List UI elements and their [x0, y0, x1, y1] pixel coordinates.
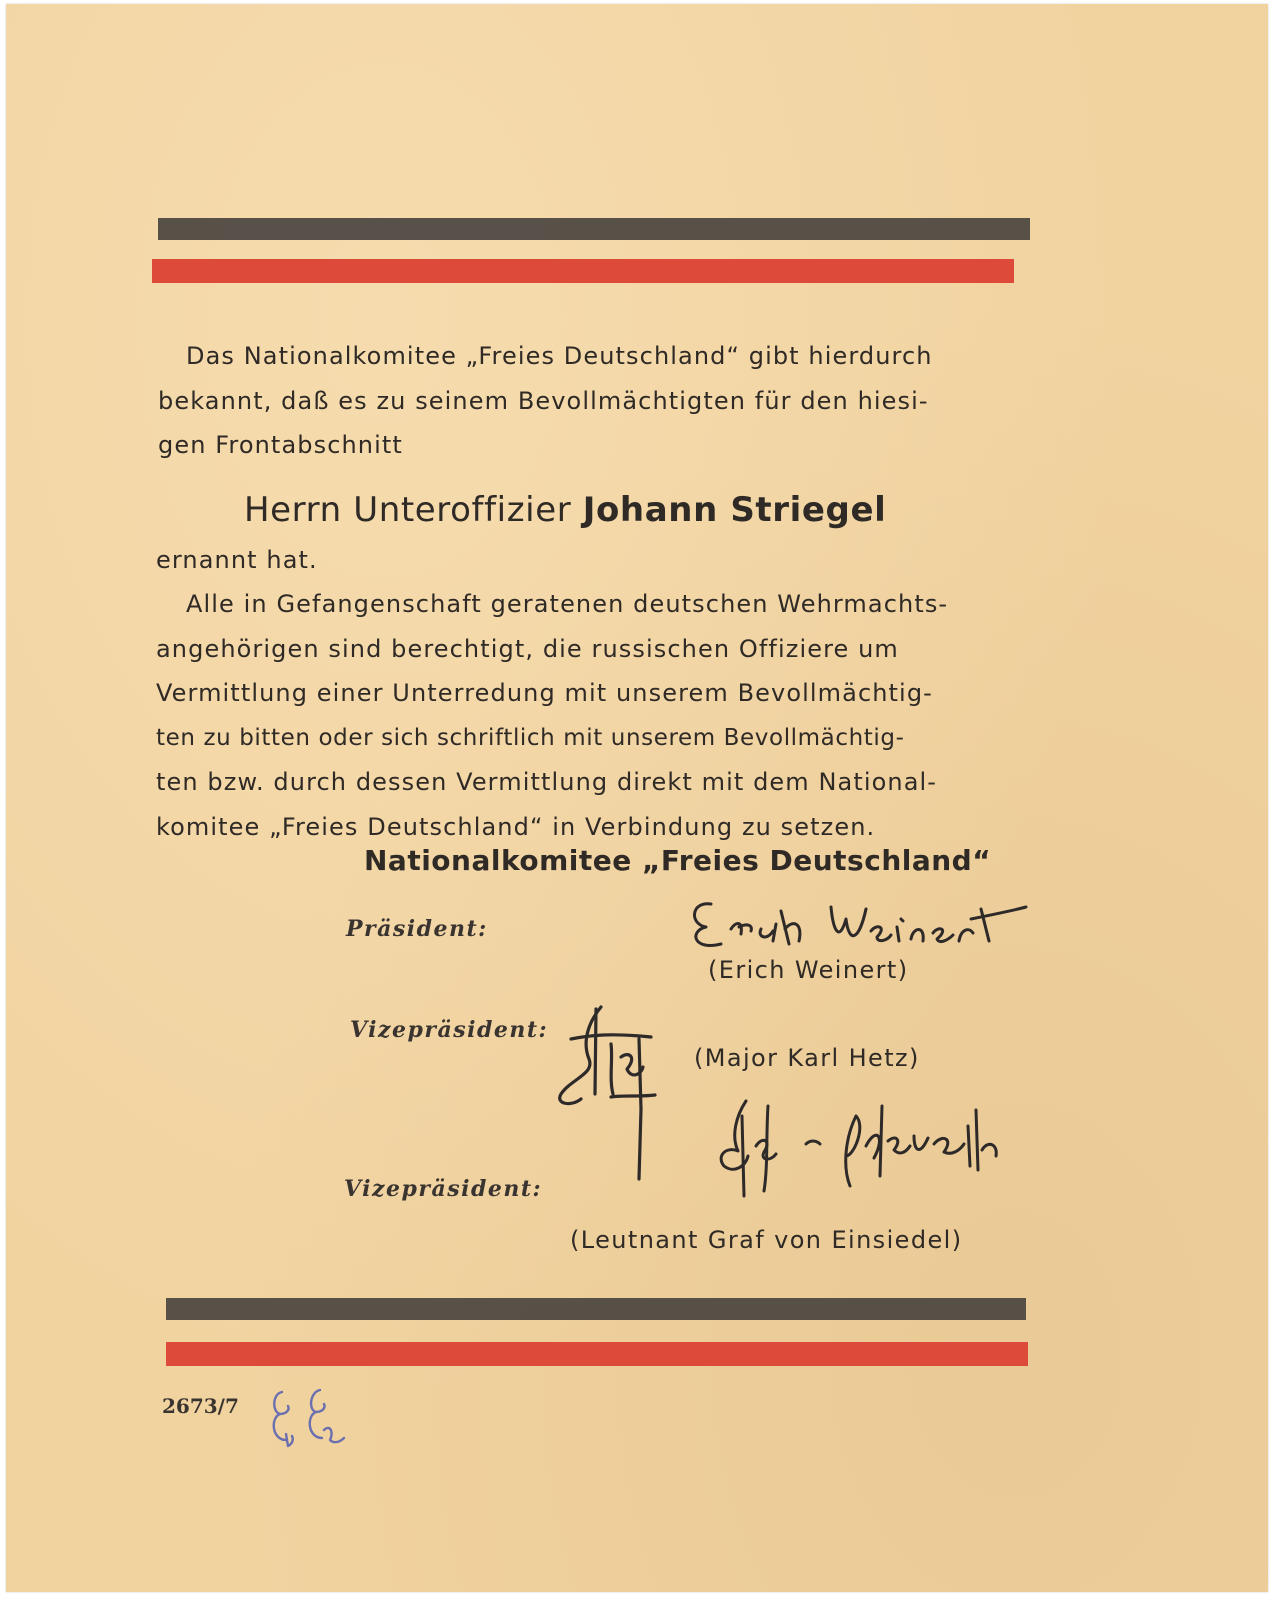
- intro-line-3: gen Frontabschnitt: [158, 431, 403, 459]
- name-einsiedel: (Leutnant Graf von Einsiedel): [570, 1226, 963, 1254]
- top-black-stripe: [158, 218, 1030, 240]
- role-vice-president-2: Vizepräsident:: [344, 1176, 543, 1202]
- name-weinert: (Erich Weinert): [708, 956, 909, 984]
- signature-einsiedel: [706, 1096, 1026, 1206]
- body-line-6: komitee „Freies Deutschland“ in Verbindung zu setzen.: [156, 812, 876, 841]
- intro-line-2: bekannt, daß es zu seinem Bevollmächtigten für den hiesi-: [158, 386, 929, 415]
- signature-hetz: [551, 999, 661, 1199]
- bottom-red-stripe: [166, 1342, 1028, 1366]
- intro-line-1-text: Das Nationalkomitee „Freies Deutschland“ gibt hierdurch: [186, 342, 933, 370]
- body-line-3: Vermittlung einer Unterredung mit unserem Bevollmächtig-: [156, 679, 933, 707]
- name-hetz: (Major Karl Hetz): [694, 1044, 920, 1072]
- document-page: [6, 4, 1268, 1592]
- body-paragraph: [156, 582, 1036, 849]
- intro-paragraph: [158, 334, 1058, 468]
- body-line-1: Alle in Gefangenschaft geratenen deutschen Wehrmachts-: [186, 590, 949, 618]
- appointee-heading: [244, 490, 886, 530]
- appointed-line: [156, 538, 1056, 583]
- role-vice-president-1: Vizepräsident:: [350, 1017, 549, 1043]
- document-number: 2673/7: [162, 1394, 239, 1418]
- appointee-title: Herrn Unteroffizier: [244, 490, 572, 530]
- intro-line-1: [158, 334, 1058, 379]
- bottom-black-stripe: [166, 1298, 1026, 1320]
- appointee-name: Johann Striegel: [582, 490, 887, 530]
- body-line-4: ten zu bitten oder sich schriftlich mit unserem Bevollmächtig-: [156, 724, 905, 751]
- stamp-initials: [268, 1384, 348, 1454]
- body-line-5: ten bzw. durch dessen Vermittlung direkt mit dem National-: [156, 768, 938, 796]
- body-line-2: angehörigen sind berechtigt, die russischen Offiziere um: [156, 634, 899, 663]
- signature-weinert: [681, 889, 1041, 959]
- role-president: Präsident:: [346, 916, 488, 942]
- top-red-stripe: [152, 259, 1014, 283]
- organization-name: Nationalkomitee „Freies Deutschland“: [364, 844, 992, 877]
- appointed-text: ernannt hat.: [156, 546, 318, 574]
